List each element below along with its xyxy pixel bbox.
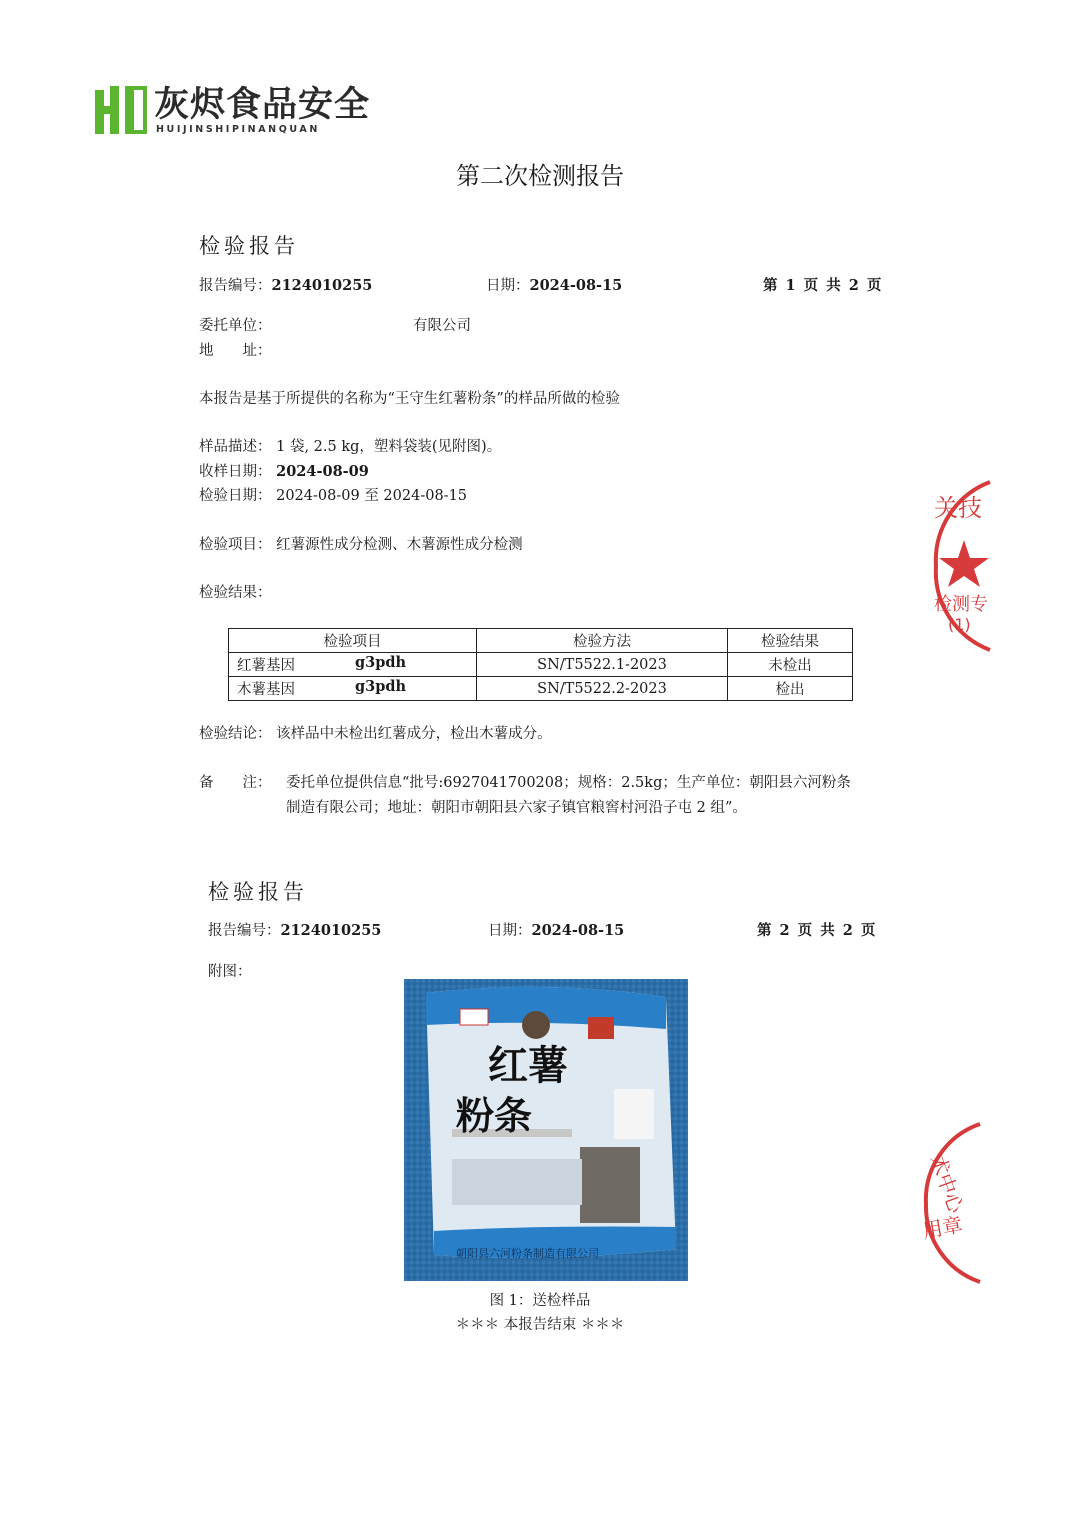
address-label: 地 址： [199, 343, 272, 359]
table-row [229, 653, 853, 677]
receive-date-value: 2024-08-09 [276, 463, 369, 480]
sample-description-label: 样品描述： [199, 439, 272, 455]
report-number-value: 2124010255 [280, 922, 382, 939]
bag-text-1: 红薯 [488, 1042, 568, 1089]
remark-label: 备 注： [199, 775, 272, 791]
table-cell-result: 检出 [728, 677, 853, 701]
sample-description [199, 437, 501, 457]
test-date-label: 检验日期： [199, 488, 272, 504]
report-section-title-2: 检验报告 [208, 880, 308, 904]
table-cell-result: 未检出 [728, 653, 853, 677]
sample-description-value: 1 袋, 2.5 kg，塑料袋装(见附图)。 [276, 439, 502, 455]
logo-pinyin: HUIJINSHIPINANQUAN [156, 124, 320, 135]
item-name: 木薯基因 [237, 682, 295, 698]
remark-line-1: 委托单位提供信息“批号:6927041700208；规格：2.5kg；生产单位：朝阳县六河粉条 [286, 775, 851, 791]
report-date-label: 日期： [486, 278, 530, 294]
report-date-label: 日期： [488, 923, 532, 939]
receive-date [199, 462, 369, 482]
end-of-report: ＊＊＊ 本报告结束 ＊＊＊ [455, 1317, 625, 1333]
report-date-value: 2024-08-15 [529, 277, 623, 294]
results-label: 检验结果： [199, 585, 272, 601]
table-cell-item [229, 677, 477, 701]
table-cell-method: SN/T5522.2-2023 [477, 677, 728, 701]
seal-stamp-2 [920, 1120, 1080, 1286]
bag-text-2: 粉条 [456, 1093, 533, 1138]
report-number-value: 2124010255 [271, 277, 373, 294]
client-label: 委托单位： [199, 318, 272, 334]
table-header: 检验项目 [229, 629, 477, 653]
report-date-value: 2024-08-15 [531, 922, 625, 939]
report-section-title: 检验报告 [199, 234, 299, 258]
results-table [228, 628, 853, 701]
logo-name: 灰烬食品安全 [154, 85, 371, 125]
table-row [229, 677, 853, 701]
conclusion [199, 724, 552, 744]
report-number-label: 报告编号： [208, 923, 281, 939]
conclusion-value: 该样品中未检出红薯成分，检出木薯成分。 [276, 726, 552, 742]
figure-caption: 图 1：送检样品 [489, 1293, 591, 1309]
conclusion-label: 检验结论： [199, 726, 272, 742]
table-cell-method: SN/T5522.1-2023 [477, 653, 728, 677]
gene-name: g3pdh [355, 678, 407, 695]
seal-text-top: 关技 [934, 494, 982, 522]
report-date-2 [488, 921, 624, 941]
bag-bottom-text: 朝阳县六河粉条制造有限公司 [456, 1247, 599, 1260]
report-date [486, 276, 622, 296]
seal-text-a: 术中心 [925, 1151, 969, 1217]
attachment-label: 附图： [208, 964, 252, 980]
test-date-value: 2024-08-09 至 2024-08-15 [276, 488, 468, 504]
page-info: 第 1 页 共 2 页 [763, 277, 882, 294]
test-items [199, 535, 523, 555]
basis-statement: 本报告是基于所提供的名称为“王守生红薯粉条”的样品所做的检验 [199, 391, 620, 407]
gene-name: g3pdh [355, 654, 407, 671]
table-header: 检验方法 [477, 629, 728, 653]
table-header: 检验结果 [728, 629, 853, 653]
test-items-value: 红薯源性成分检测、木薯源性成分检测 [276, 537, 523, 553]
test-items-label: 检验项目： [199, 537, 272, 553]
page-info-2: 第 2 页 共 2 页 [757, 922, 876, 939]
receive-date-label: 收样日期： [199, 464, 272, 480]
report-number-label: 报告编号： [199, 278, 272, 294]
table-cell-item [229, 653, 477, 677]
seal-stamp-1 [928, 478, 1080, 654]
seal-text-mid: 检测专 [934, 594, 988, 615]
seal-text-b: 用章 [920, 1212, 965, 1243]
star-icon [939, 540, 989, 587]
sample-photo [404, 979, 688, 1281]
table-header-row [229, 629, 853, 653]
document-title: 第二次检测报告 [456, 162, 624, 190]
report-number [199, 276, 372, 296]
report-number-2 [208, 921, 381, 941]
logo-mark-icon [93, 84, 148, 136]
seal-text-num: (1) [948, 615, 971, 634]
remark-line-2: 制造有限公司；地址：朝阳市朝阳县六家子镇官粮窖村河沿子屯 2 组”。 [286, 800, 747, 816]
test-date [199, 486, 467, 506]
item-name: 红薯基因 [237, 658, 295, 674]
client-value: 有限公司 [413, 318, 471, 334]
